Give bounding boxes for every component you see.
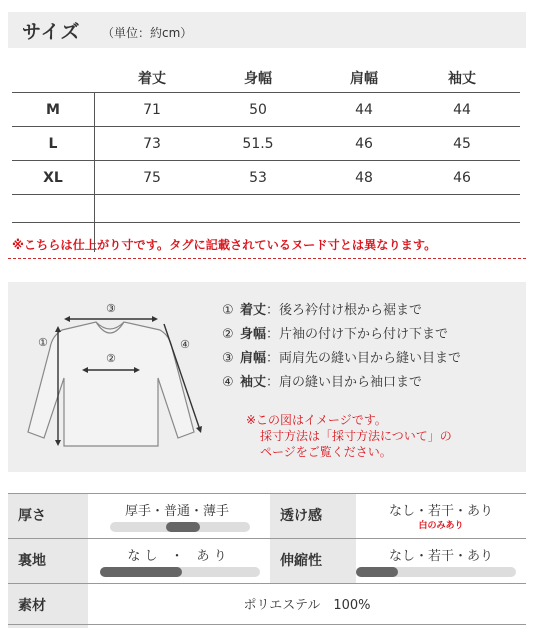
row-size-label: M bbox=[46, 102, 60, 118]
table-row bbox=[12, 161, 520, 195]
size-header bbox=[8, 12, 526, 48]
table-cell: 44 bbox=[453, 102, 471, 118]
row-size-label: XL bbox=[43, 170, 63, 186]
thickness-cell bbox=[88, 494, 266, 538]
table-cell: 53 bbox=[249, 170, 267, 186]
measurement-diagram bbox=[8, 282, 526, 472]
arrow-head bbox=[55, 440, 61, 446]
table-rule bbox=[12, 194, 520, 195]
thickness-indicator bbox=[166, 522, 200, 532]
column-header: 身幅 bbox=[244, 71, 272, 87]
thickness-label: 厚さ bbox=[8, 494, 88, 538]
table-row bbox=[12, 127, 520, 161]
marker-body-width: ② bbox=[106, 352, 116, 365]
unit-note: （単位：約cm） bbox=[102, 26, 193, 40]
fabric-row bbox=[8, 584, 526, 628]
lining-indicator bbox=[100, 567, 182, 577]
fabric-rule bbox=[8, 624, 526, 625]
marker-shoulder: ③ bbox=[106, 302, 116, 315]
section-title: サイズ bbox=[22, 21, 81, 43]
marker-sleeve: ④ bbox=[180, 338, 190, 351]
legend-item: ④ 袖丈：肩の縫い目から袖口まで bbox=[222, 375, 423, 390]
table-cell: 51.5 bbox=[242, 136, 274, 152]
sheer-cell bbox=[356, 494, 526, 538]
arrow-head bbox=[152, 316, 158, 322]
finished-size-notice: ※こちらは仕上がり寸です。タグに記載されているヌード寸とは異なります。 bbox=[12, 238, 437, 252]
stretch-options: なし・若干・あり bbox=[388, 549, 493, 564]
column-header: 着丈 bbox=[138, 71, 166, 87]
material-label: 素材 bbox=[8, 584, 88, 628]
table-cell: 75 bbox=[143, 170, 161, 186]
table-rule bbox=[12, 222, 520, 223]
table-row bbox=[12, 93, 520, 127]
table-cell: 44 bbox=[355, 102, 373, 118]
fabric-properties-table bbox=[8, 493, 526, 625]
table-cell: 46 bbox=[355, 136, 373, 152]
legend-item: ① 着丈：後ろ衿付け根から裾まで bbox=[222, 303, 423, 318]
sheer-note: 白のみあり bbox=[418, 521, 464, 531]
thickness-options: 厚手・普通・薄手 bbox=[124, 504, 229, 519]
stretch-label: 伸縮性 bbox=[270, 539, 356, 583]
arrow-head bbox=[196, 426, 202, 433]
lining-cell bbox=[88, 539, 266, 583]
legend-item: ③ 肩幅：両肩先の縫い目から縫い目まで bbox=[222, 351, 462, 366]
notice-divider bbox=[8, 258, 526, 259]
sheer-label: 透け感 bbox=[270, 494, 356, 538]
sheer-options: なし・若干・あり bbox=[388, 504, 493, 519]
tshirt-illustration bbox=[8, 282, 208, 472]
column-header: 肩幅 bbox=[350, 71, 378, 87]
table-cell: 73 bbox=[143, 136, 161, 152]
lining-options: な し ・ あ り bbox=[127, 549, 227, 564]
image-note: ※この図はイメージです。 採寸方法は「採寸方法について」の ページをご覧ください。 bbox=[246, 413, 452, 459]
stretch-cell bbox=[356, 539, 526, 583]
marker-length: ① bbox=[38, 336, 48, 349]
arrow-head bbox=[55, 326, 61, 332]
table-cell: 50 bbox=[249, 102, 267, 118]
table-cell: 71 bbox=[143, 102, 161, 118]
table-cell: 45 bbox=[453, 136, 471, 152]
legend-item: ② 身幅：片袖の付け下から付け下まで bbox=[222, 327, 449, 342]
row-size-label: L bbox=[48, 136, 58, 152]
fabric-row bbox=[8, 539, 526, 583]
column-header: 袖丈 bbox=[448, 71, 476, 87]
material-value: ポリエステル 100% bbox=[243, 598, 371, 613]
lining-label: 裏地 bbox=[8, 539, 88, 583]
fabric-row bbox=[8, 494, 526, 538]
table-header-row bbox=[12, 62, 520, 96]
table-cell: 48 bbox=[355, 170, 373, 186]
stretch-indicator bbox=[356, 567, 398, 577]
table-cell: 46 bbox=[453, 170, 471, 186]
arrow-head bbox=[64, 316, 70, 322]
